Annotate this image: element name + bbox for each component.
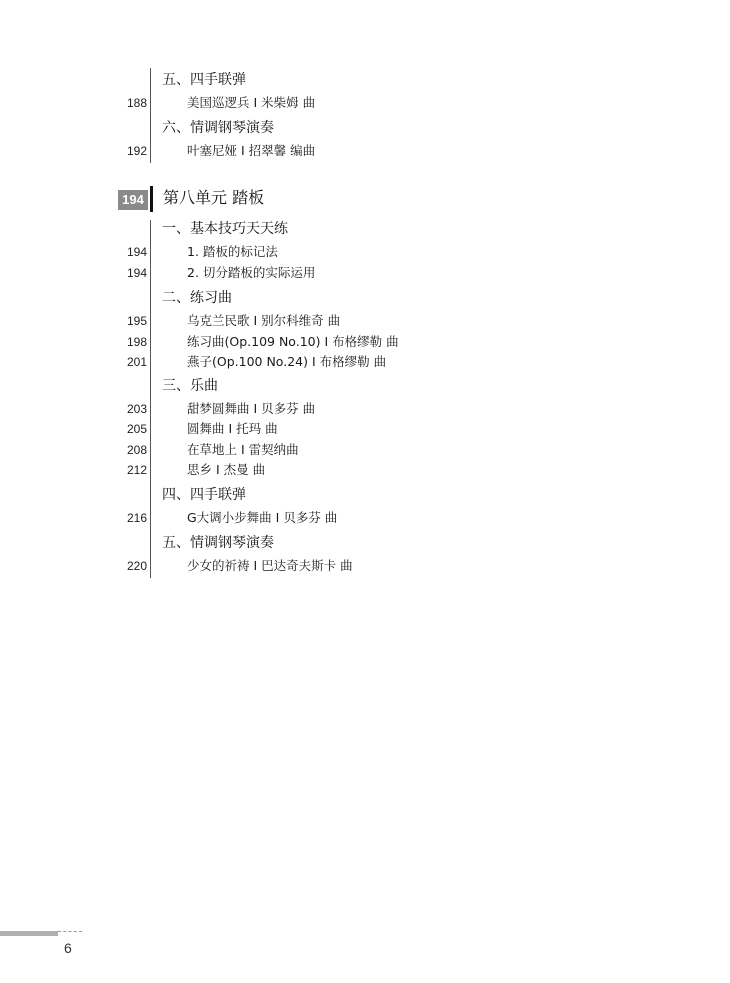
section-title: 六、情调钢琴演奏 bbox=[162, 120, 274, 136]
section-heading bbox=[0, 485, 730, 505]
section-heading bbox=[0, 70, 730, 90]
toc-entry[interactable] bbox=[0, 399, 730, 419]
entry-title: 2. 切分踏板的实际运用 bbox=[187, 265, 316, 280]
section-title: 五、四手联弹 bbox=[162, 72, 246, 88]
page-number: 212 bbox=[126, 463, 147, 477]
section-heading bbox=[0, 533, 730, 553]
toc-entry[interactable] bbox=[0, 440, 730, 460]
footer-dashed-rule bbox=[58, 931, 82, 932]
entry-title: 1. 踏板的标记法 bbox=[187, 244, 278, 259]
page-number: 208 bbox=[126, 443, 147, 457]
entry-title: 乌克兰民歌 I 别尔科维奇 曲 bbox=[187, 313, 341, 328]
toc-entry[interactable] bbox=[0, 332, 730, 352]
entry-title: 练习曲(Op.109 No.10) I 布格缪勒 曲 bbox=[187, 334, 399, 349]
section-title: 三、乐曲 bbox=[162, 378, 218, 394]
page-number: 194 bbox=[126, 266, 147, 280]
toc-entry[interactable] bbox=[0, 311, 730, 331]
entry-title: G大调小步舞曲 I 贝多芬 曲 bbox=[187, 510, 338, 525]
section-heading bbox=[0, 288, 730, 308]
toc-entry[interactable] bbox=[0, 460, 730, 480]
toc-entry[interactable] bbox=[0, 242, 730, 262]
section-title: 二、练习曲 bbox=[162, 290, 232, 306]
section-heading bbox=[0, 118, 730, 138]
page-number: 192 bbox=[126, 144, 147, 158]
page-number: 203 bbox=[126, 402, 147, 416]
footer-page-number: 6 bbox=[64, 940, 72, 956]
section-title: 一、基本技巧天天练 bbox=[162, 221, 288, 237]
toc-entry[interactable] bbox=[0, 263, 730, 283]
toc-entry[interactable] bbox=[0, 556, 730, 576]
entry-title: 圆舞曲 I 托玛 曲 bbox=[187, 421, 278, 436]
entry-title: 美国巡逻兵 I 米柴姆 曲 bbox=[187, 95, 316, 110]
page-number: 201 bbox=[126, 355, 147, 369]
footer-bar bbox=[0, 931, 58, 936]
unit-title: 第八单元 踏板 bbox=[163, 188, 265, 207]
entry-title: 燕子(Op.100 No.24) I 布格缪勒 曲 bbox=[187, 354, 387, 369]
entry-title: 少女的祈祷 I 巴达奇夫斯卡 曲 bbox=[187, 558, 353, 573]
unit-page-badge: 194 bbox=[118, 190, 148, 210]
page-number: 220 bbox=[126, 559, 147, 573]
unit-accent-bar bbox=[150, 186, 153, 212]
page-number: 216 bbox=[126, 511, 147, 525]
entry-title: 叶塞尼娅 I 招翠馨 编曲 bbox=[187, 143, 316, 158]
section-heading bbox=[0, 219, 730, 239]
entry-title: 思乡 I 杰曼 曲 bbox=[187, 462, 266, 477]
page-number: 188 bbox=[126, 96, 147, 110]
page-number: 195 bbox=[126, 314, 147, 328]
toc-entry[interactable] bbox=[0, 419, 730, 439]
section-title: 五、情调钢琴演奏 bbox=[162, 535, 274, 551]
section-title: 四、四手联弹 bbox=[162, 487, 246, 503]
page-number: 194 bbox=[126, 245, 147, 259]
toc-entry[interactable] bbox=[0, 93, 730, 113]
entry-title: 甜梦圆舞曲 I 贝多芬 曲 bbox=[187, 401, 316, 416]
toc-entry[interactable] bbox=[0, 352, 730, 372]
entry-title: 在草地上 I 雷契纳曲 bbox=[187, 442, 299, 457]
page-number: 205 bbox=[126, 422, 147, 436]
page-number: 198 bbox=[126, 335, 147, 349]
section-heading bbox=[0, 376, 730, 396]
toc-entry[interactable] bbox=[0, 141, 730, 161]
toc-entry[interactable] bbox=[0, 508, 730, 528]
